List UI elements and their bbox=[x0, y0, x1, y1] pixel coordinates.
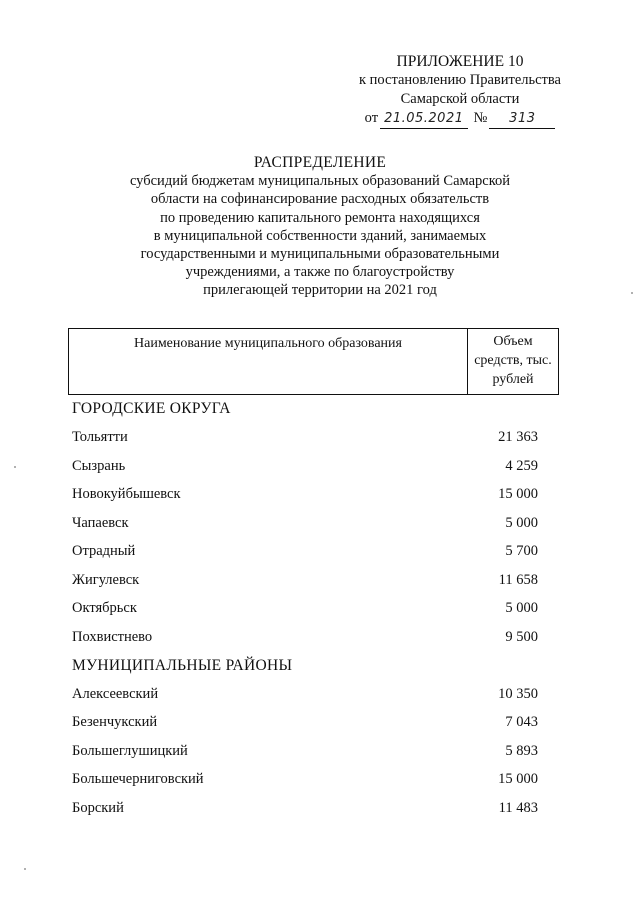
table-row bbox=[72, 452, 538, 481]
funding-value: 5 000 bbox=[505, 514, 538, 531]
decree-date: 21.05.2021 bbox=[380, 109, 467, 129]
title-line: в муниципальной собственности зданий, занимаемых bbox=[153, 227, 487, 244]
section-label: МУНИЦИПАЛЬНЫЕ РАЙОНЫ bbox=[72, 656, 293, 674]
municipality-name: Жигулевск bbox=[72, 571, 140, 588]
scan-speck bbox=[631, 292, 633, 294]
municipality-name: Сызрань bbox=[72, 457, 126, 474]
section-row bbox=[72, 652, 538, 681]
funding-value: 5 700 bbox=[505, 543, 538, 560]
section-label: ГОРОДСКИЕ ОКРУГА bbox=[72, 400, 231, 418]
municipality-name: Большеглушицкий bbox=[72, 742, 188, 759]
table-row bbox=[72, 481, 538, 510]
title-line: субсидий бюджетам муниципальных образований Самарской bbox=[129, 173, 511, 190]
appendix-header bbox=[340, 52, 580, 129]
scan-speck bbox=[14, 466, 16, 468]
funding-value: 9 500 bbox=[505, 628, 538, 645]
funding-value: 5 000 bbox=[505, 600, 538, 617]
funding-value: 4 259 bbox=[505, 457, 538, 474]
table-row bbox=[72, 709, 538, 738]
municipality-name: Алексеевский bbox=[72, 685, 159, 702]
funding-value: 15 000 bbox=[498, 486, 538, 503]
municipality-name: Октябрьск bbox=[72, 600, 137, 617]
appendix-title: ПРИЛОЖЕНИЕ 10 bbox=[396, 53, 524, 70]
table-row bbox=[72, 538, 538, 567]
funding-value: 7 043 bbox=[505, 714, 538, 731]
table-row bbox=[72, 766, 538, 795]
funding-value: 11 658 bbox=[498, 571, 538, 588]
column-header-volume: Объем средств, тыс. рублей bbox=[468, 329, 559, 395]
municipality-name: Новокуйбышевск bbox=[72, 486, 181, 503]
table-row bbox=[72, 680, 538, 709]
date-prefix: от bbox=[364, 110, 379, 126]
section-row bbox=[72, 395, 538, 424]
table-row bbox=[72, 623, 538, 652]
title-line: прилегающей территории на 2021 год bbox=[203, 282, 437, 299]
municipality-name: Отрадный bbox=[72, 543, 136, 560]
appendix-reference: к постановлению Правительства bbox=[359, 72, 561, 88]
table-row bbox=[72, 595, 538, 624]
title-line: по проведению капитального ремонта находящихся bbox=[160, 209, 480, 226]
table-body bbox=[72, 395, 538, 823]
funding-value: 15 000 bbox=[498, 771, 538, 788]
title-heading: РАСПРЕДЕЛЕНИЕ bbox=[253, 154, 387, 171]
table-row bbox=[72, 424, 538, 453]
appendix-region: Самарской области bbox=[400, 91, 520, 107]
title-line: учреждениями, а также по благоустройству bbox=[185, 264, 455, 281]
column-header-name: Наименование муниципального образования bbox=[69, 329, 468, 395]
table-row bbox=[72, 509, 538, 538]
municipality-name: Большечерниговский bbox=[72, 771, 204, 788]
municipality-name: Борский bbox=[72, 799, 124, 816]
funding-value: 11 483 bbox=[498, 799, 538, 816]
number-prefix: № bbox=[473, 110, 488, 126]
municipality-name: Похвистнево bbox=[72, 628, 153, 645]
funding-value: 10 350 bbox=[498, 685, 538, 702]
table-row bbox=[72, 794, 538, 823]
title-line: государственными и муниципальными образовательными bbox=[140, 246, 500, 263]
document-title bbox=[80, 154, 560, 300]
table-row bbox=[72, 737, 538, 766]
scan-speck bbox=[24, 868, 26, 870]
table-row bbox=[72, 566, 538, 595]
decree-date-number bbox=[340, 109, 580, 129]
title-line: области на софинансирование расходных обязательств bbox=[150, 191, 490, 208]
municipality-name: Тольятти bbox=[72, 429, 128, 446]
decree-number: 313 bbox=[489, 109, 555, 129]
funding-value: 5 893 bbox=[505, 742, 538, 759]
funding-value: 21 363 bbox=[498, 429, 538, 446]
municipality-name: Чапаевск bbox=[72, 514, 129, 531]
table-header bbox=[68, 328, 559, 395]
municipality-name: Безенчукский bbox=[72, 714, 158, 731]
